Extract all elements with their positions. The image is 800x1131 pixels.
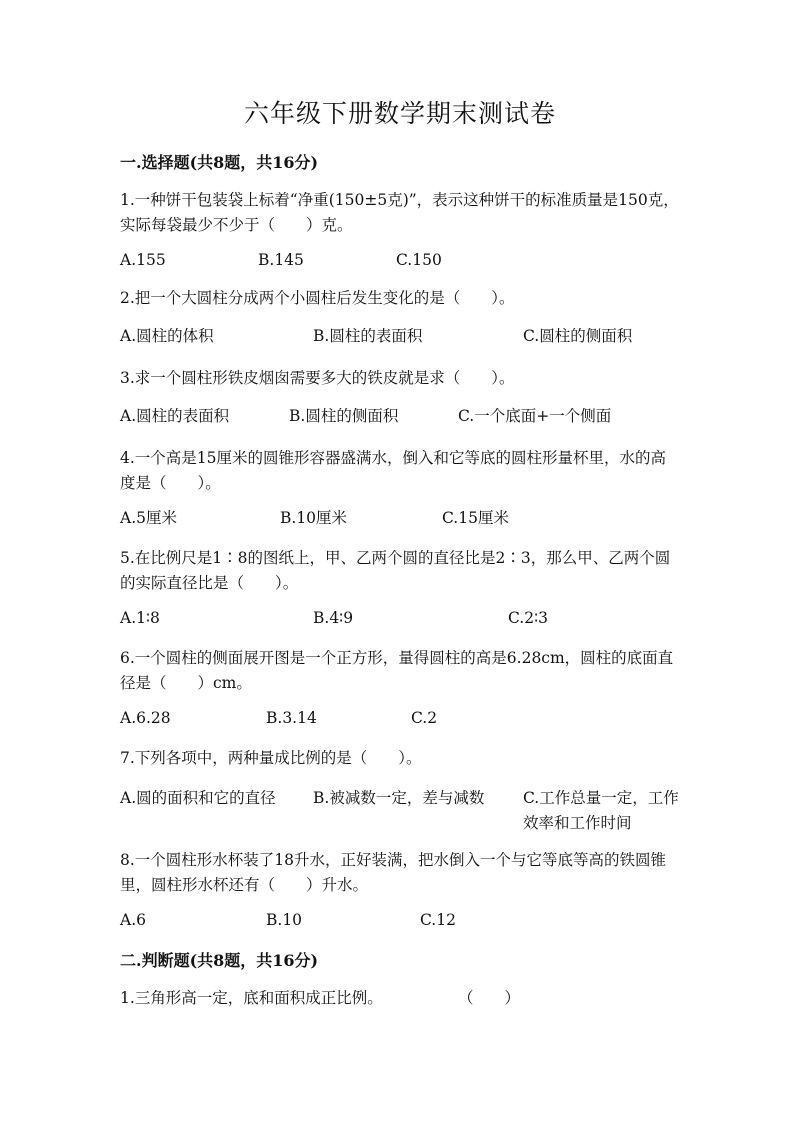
option-8b[interactable]: B.10 (266, 911, 303, 929)
section-heading-judge: 二.判断题(共8题，共16分) (120, 951, 319, 970)
option-2a[interactable]: A.圆柱的体积 (120, 327, 214, 345)
question-6: 6.一个圆柱的侧面展开图是一个正方形，量得圆柱的高是6.28cm，圆柱的底面直径是（ ）cm。 (120, 649, 674, 692)
question-1: 1.一种饼干包装袋上标着“净重(150±5克)”，表示这种饼干的标准质量是150克，实际每袋最少不少于（ ）克。 (120, 191, 679, 234)
option-1a[interactable]: A.155 (120, 251, 166, 269)
question-7: 7.下列各项中，两种量成比例的是（ ）。 (120, 749, 422, 767)
question-8: 8.一个圆柱形水杯装了18升水，正好装满，把水倒入一个与它等底等高的铁圆锥里，圆柱形水杯还有（ ）升水。 (120, 851, 667, 894)
option-3a[interactable]: A.圆柱的表面积 (120, 407, 230, 425)
option-3c[interactable]: C.一个底面+一个侧面 (458, 407, 612, 425)
option-4b[interactable]: B.10厘米 (280, 509, 348, 527)
option-7a[interactable]: A.圆的面积和它的直径 (120, 789, 276, 807)
option-6a[interactable]: A.6.28 (120, 709, 171, 727)
option-6c[interactable]: C.2 (411, 709, 438, 727)
option-5c[interactable]: C.2∶3 (508, 609, 548, 627)
section-heading-choice: 一.选择题(共8题，共16分) (120, 153, 319, 172)
option-7c[interactable]: C.工作总量一定，工作效率和工作时间 (523, 789, 679, 832)
option-1b[interactable]: B.145 (258, 251, 304, 269)
judge-answer-paren-1[interactable]: （ ） (458, 989, 521, 1007)
option-7b[interactable]: B.被减数一定，差与减数 (313, 789, 485, 807)
option-4a[interactable]: A.5厘米 (120, 509, 177, 527)
option-5a[interactable]: A.1∶8 (120, 609, 160, 627)
option-2c[interactable]: C.圆柱的侧面积 (523, 327, 633, 345)
option-4c[interactable]: C.15厘米 (442, 509, 509, 527)
question-3: 3.求一个圆柱形铁皮烟囱需要多大的铁皮就是求（ ）。 (120, 369, 515, 387)
option-1c[interactable]: C.150 (396, 251, 442, 269)
option-5b[interactable]: B.4∶9 (313, 609, 354, 627)
question-2: 2.把一个大圆柱分成两个小圆柱后发生变化的是（ ）。 (120, 289, 515, 307)
option-6b[interactable]: B.3.14 (266, 709, 317, 727)
option-3b[interactable]: B.圆柱的侧面积 (289, 407, 399, 425)
question-5: 5.在比例尺是1∶8的图纸上，甲、乙两个圆的直径比是2∶3，那么甲、乙两个圆的实际直径比是（ ）。 (120, 549, 671, 592)
option-2b[interactable]: B.圆柱的表面积 (313, 327, 423, 345)
page-title: 六年级下册数学期末测试卷 (243, 99, 556, 128)
option-8a[interactable]: A.6 (120, 911, 146, 929)
question-4: 4.一个高是15厘米的圆锥形容器盛满水，倒入和它等底的圆柱形量杯里，水的高度是（ ）。 (120, 449, 667, 492)
judge-question-1: 1.三角形高一定，底和面积成正比例。 (120, 989, 383, 1007)
option-8c[interactable]: C.12 (420, 911, 456, 929)
